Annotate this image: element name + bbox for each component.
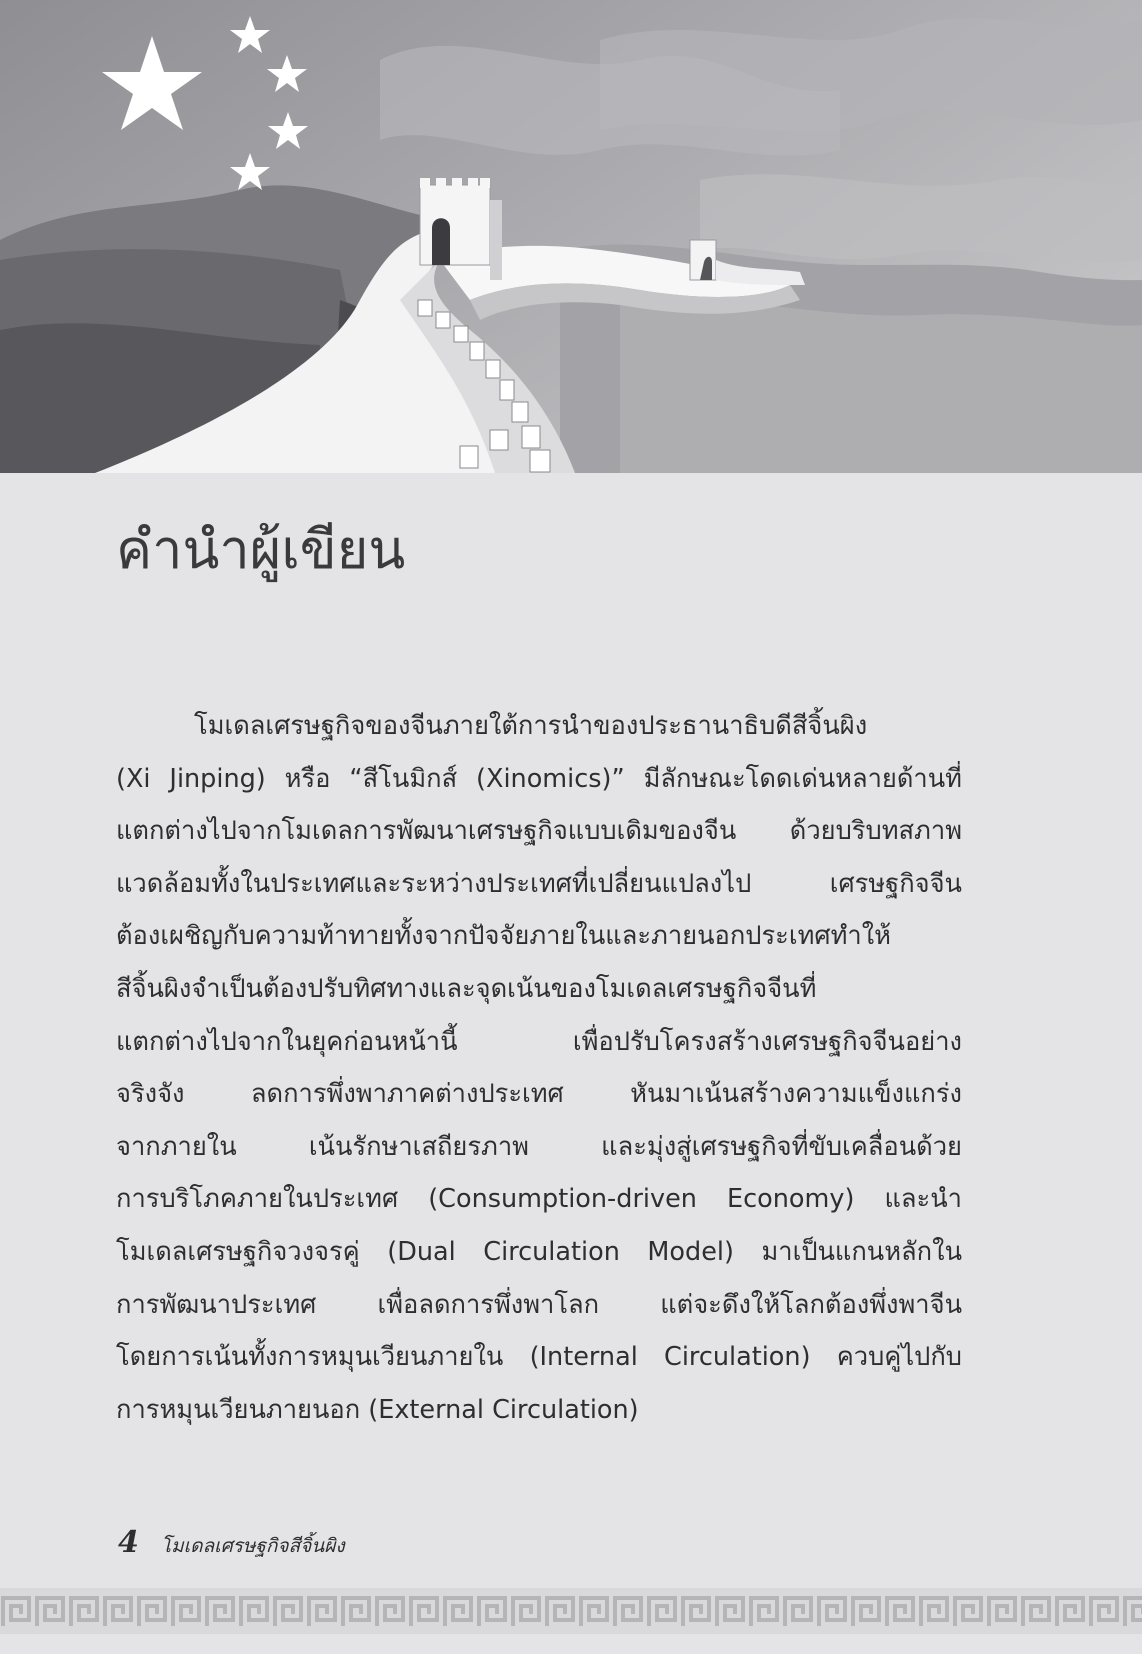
header-illustration bbox=[0, 0, 1142, 473]
page-number: 4 bbox=[118, 1525, 139, 1560]
paragraph-line: สีจิ้นผิงจำเป็นต้องปรับทิศทางและจุดเน้นของโมเดลเศรษฐกิจจีนที่ bbox=[116, 973, 817, 1004]
running-book-title: โมเดลเศรษฐกิจสีจิ้นผิง bbox=[160, 1535, 345, 1557]
paragraph-line: (Xi Jinping) หรือ “สีโนมิกส์ (Xinomics)” มีลักษณะโดดเด่นหลายด้านที่ bbox=[116, 763, 962, 794]
page-title: คำนำผู้เขียน bbox=[116, 518, 406, 581]
paragraph-line: การพัฒนาประเทศ เพื่อลดการพึ่งพาโลก แต่จะดึงให้โลกต้องพึ่งพาจีน bbox=[116, 1289, 962, 1320]
decorative-border bbox=[0, 1588, 1142, 1634]
paragraph-line: แตกต่างไปจากโมเดลการพัฒนาเศรษฐกิจแบบเดิมของจีน ด้วยบริบทสภาพ bbox=[116, 816, 962, 847]
paragraph-line: จริงจัง ลดการพึ่งพาภาคต่างประเทศ หันมาเน้นสร้างความแข็งแกร่ง bbox=[116, 1079, 962, 1110]
paragraph-line: แตกต่างไปจากในยุคก่อนหน้านี้ เพื่อปรับโครงสร้างเศรษฐกิจจีนอย่าง bbox=[116, 1026, 962, 1057]
body-paragraph bbox=[116, 700, 962, 1436]
paragraph-line: โดยการเน้นทั้งการหมุนเวียนภายใน (Internal Circulation) ควบคู่ไปกับ bbox=[116, 1342, 962, 1373]
page-footer bbox=[118, 1525, 345, 1561]
paragraph-line: โมเดลเศรษฐกิจของจีนภายใต้การนำของประธานาธิบดีสีจิ้นผิง bbox=[194, 711, 868, 741]
paragraph-line: การหมุนเวียนภายนอก (External Circulation) bbox=[116, 1394, 639, 1425]
paragraph-line: โมเดลเศรษฐกิจวงจรคู่ (Dual Circulation Model) มาเป็นแกนหลักใน bbox=[116, 1236, 962, 1267]
paragraph-line: การบริโภคภายในประเทศ (Consumption-driven Economy) และนำ bbox=[116, 1184, 962, 1215]
paragraph-line: จากภายใน เน้นรักษาเสถียรภาพ และมุ่งสู่เศรษฐกิจที่ขับเคลื่อนด้วย bbox=[116, 1131, 962, 1162]
paragraph-line: แวดล้อมทั้งในประเทศและระหว่างประเทศที่เปลี่ยนแปลงไป เศรษฐกิจจีน bbox=[116, 868, 962, 899]
paragraph-line: ต้องเผชิญกับความท้าทายทั้งจากปัจจัยภายในและภายนอกประเทศทำให้ bbox=[116, 921, 891, 952]
